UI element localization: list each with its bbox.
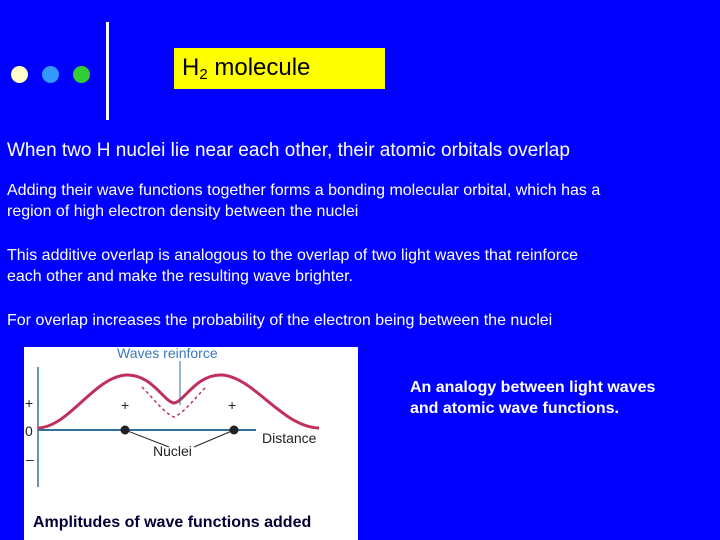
label-distance: Distance [262,430,317,446]
title-subscript: 2 [199,66,208,83]
bullet-dot-1 [11,66,28,83]
nuclei-pointer-right [194,430,234,447]
title-h: H [182,54,200,81]
heading-line: When two H nuclei lie near each other, their atomic orbitals overlap [7,140,570,161]
label-waves-reinforce: Waves reinforce [117,347,218,361]
slide-title [174,48,385,89]
label-nuclei: Nuclei [153,443,192,459]
analogy-caption-line-2: and atomic wave functions. [410,400,619,417]
label-plus-right: + [228,397,237,413]
wave-figure [24,347,358,494]
nucleus-right [230,426,239,435]
label-plus-left: + [121,397,130,413]
analogy-caption-line-1: An analogy between light waves [410,379,656,396]
wave-diagram [24,347,358,494]
label-zero: 0 [25,423,33,439]
wave-curve [38,375,319,428]
label-axis-plus: + [25,395,34,411]
bullet-dot-3 [73,66,90,83]
paragraph-1 [7,180,600,222]
bullet-dot-2 [42,66,59,83]
amplitudes-caption: Amplitudes of wave functions added [33,514,312,531]
paragraph-2-line-1: This additive overlap is analogous to the overlap of two light waves that reinforce [7,247,578,264]
paragraph-1-line-1: Adding their wave functions together forms a bonding molecular orbital, which has a [7,182,601,199]
nucleus-left [121,426,130,435]
analogy-caption [410,377,655,419]
paragraph-2 [7,245,578,287]
paragraph-1-line-2: region of high electron density between the nuclei [7,203,359,220]
vertical-divider [106,22,109,120]
paragraph-2-line-2: each other and make the resulting wave brighter. [7,268,353,285]
label-minus: – [26,451,34,467]
title-rest: molecule [207,54,311,81]
paragraph-3: For overlap increases the probability of the electron being between the nuclei [7,312,553,329]
